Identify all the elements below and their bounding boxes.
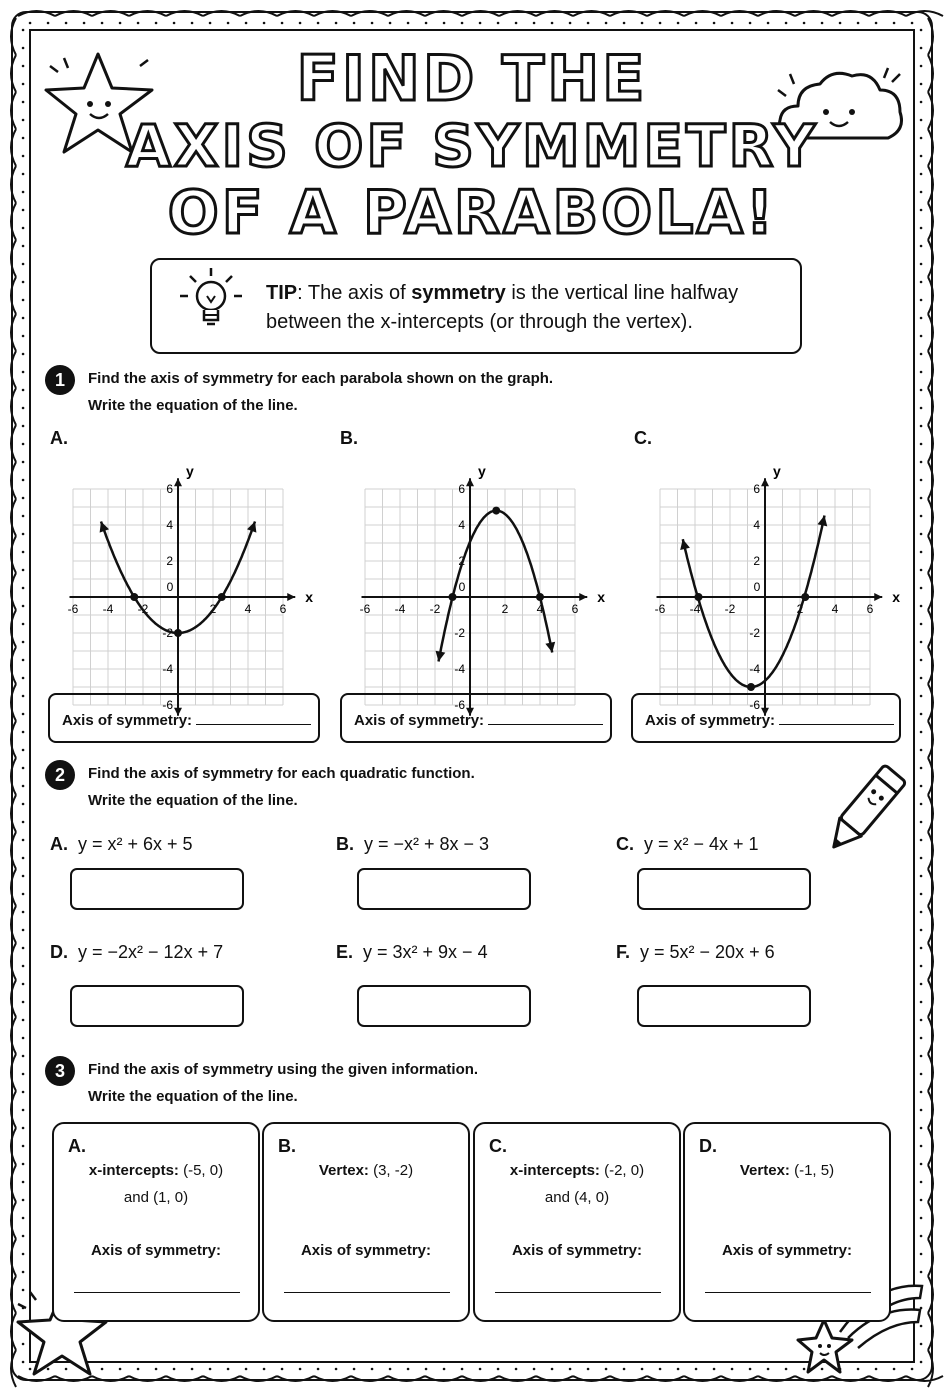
x-tick-label: 4: [244, 602, 252, 616]
y-tick-label: 4: [458, 518, 465, 532]
equation-f: F. y = 5x² − 20x + 6: [616, 942, 775, 962]
equation-e-answer-box[interactable]: [357, 985, 531, 1027]
y-axis-arrow: [761, 478, 769, 486]
card-answer-line[interactable]: [284, 1292, 450, 1293]
section-1-line-1: Find the axis of symmetry for each parabola shown on the graph.: [88, 370, 554, 387]
info-card-b: [262, 1122, 470, 1322]
equation-f-answer-box[interactable]: [637, 985, 811, 1027]
equation-d-answer-box[interactable]: [70, 985, 244, 1027]
x-tick-label: -4: [689, 602, 701, 616]
equation-d: D. y = −2x² − 12x + 7: [50, 942, 224, 962]
card-answer-label: Axis of symmetry:: [90, 1242, 222, 1259]
graph-point: [747, 683, 755, 691]
y-tick-label: -4: [162, 662, 173, 676]
x-tick-label: 4: [831, 602, 839, 616]
title-line-2: AXIS OF SYMMETRY: [125, 112, 819, 180]
x-tick-label: 2: [209, 602, 217, 616]
card-answer-line[interactable]: [495, 1292, 661, 1293]
info-card-c: [473, 1122, 681, 1322]
card-line-1: x-intercepts: (-5, 0): [88, 1162, 224, 1179]
y-tick-label: -4: [749, 662, 760, 676]
x-axis-label: x: [305, 589, 314, 605]
card-letter: A.: [68, 1136, 86, 1156]
section-3-instructions: [88, 1056, 478, 1110]
graph-c-answer-box[interactable]: [631, 693, 901, 743]
card-answer-line[interactable]: [705, 1292, 871, 1293]
equation-e: E. y = 3x² + 9x − 4: [336, 942, 488, 962]
card-answer-label: Axis of symmetry:: [511, 1242, 643, 1259]
card-answer-label: Axis of symmetry:: [300, 1242, 432, 1259]
graph-c-letter: C.: [634, 428, 652, 448]
answer-label: Axis of symmetry:: [645, 712, 776, 729]
x-tick-label: 0: [458, 580, 466, 594]
card-line-1: x-intercepts: (-2, 0): [509, 1162, 645, 1179]
section-3-line-2: Write the equation of the line.: [88, 1088, 298, 1105]
graph-a-answer-box[interactable]: [48, 693, 320, 743]
answer-line[interactable]: [488, 712, 603, 725]
equation-a: A. y = x² + 6x + 5: [50, 834, 193, 854]
card-letter: D.: [699, 1136, 717, 1156]
tip-bold-word: symmetry: [411, 282, 506, 304]
x-tick-label: 0: [753, 580, 761, 594]
graph-c: [0, 420, 944, 712]
section-3-number: 3: [45, 1056, 75, 1086]
answer-line[interactable]: [779, 712, 894, 725]
answer-label: Axis of symmetry:: [354, 712, 485, 729]
x-tick-label: 2: [501, 602, 509, 616]
x-tick-label: -2: [429, 602, 441, 616]
equation-c: C. y = x² − 4x + 1: [616, 834, 759, 854]
x-tick-label: 6: [866, 602, 874, 616]
answer-label: Axis of symmetry:: [62, 712, 193, 729]
y-axis-label: y: [478, 463, 486, 480]
x-tick-label: -6: [654, 602, 666, 616]
graph-b-answer-box[interactable]: [340, 693, 612, 743]
x-tick-label: -4: [394, 602, 406, 616]
y-axis-label: y: [186, 463, 194, 480]
x-axis-arrow: [874, 593, 882, 601]
graph-b-letter: B.: [340, 428, 358, 448]
graph-point: [801, 593, 809, 601]
info-card-a: [52, 1122, 260, 1322]
x-axis-label: x: [892, 589, 901, 605]
y-tick-label: -6: [454, 698, 465, 712]
section-2-line-2: Write the equation of the line.: [88, 792, 298, 809]
equation-b: B. y = −x² + 8x − 3: [336, 834, 490, 854]
x-tick-label: -2: [724, 602, 736, 616]
x-tick-label: -6: [67, 602, 79, 616]
y-axis-label: y: [773, 463, 781, 480]
lightbulb-icon: [176, 266, 246, 340]
pencil-icon: [818, 758, 910, 864]
info-card-d: [683, 1122, 891, 1322]
equation-c-answer-box[interactable]: [637, 868, 811, 910]
y-tick-label: -2: [162, 626, 173, 640]
y-tick-label: 6: [166, 482, 173, 496]
tip-text-before: : The axis of: [297, 282, 412, 304]
x-tick-label: -2: [137, 602, 149, 616]
y-tick-label: -2: [454, 626, 465, 640]
y-tick-label: -6: [749, 698, 760, 712]
y-tick-label: -2: [749, 626, 760, 640]
title-line-1: FIND THE: [296, 42, 648, 115]
tip-text-after: is the vertical line halfway between the x-intercepts (or through the vertex).: [266, 282, 739, 333]
card-letter: B.: [278, 1136, 296, 1156]
answer-line[interactable]: [196, 712, 311, 725]
y-tick-label: 6: [753, 482, 760, 496]
x-tick-label: 4: [536, 602, 544, 616]
card-answer-label: Axis of symmetry:: [721, 1242, 853, 1259]
x-tick-label: 2: [796, 602, 804, 616]
equation-a-answer-box[interactable]: [70, 868, 244, 910]
x-tick-label: 6: [571, 602, 579, 616]
card-line-1: Vertex: (3, -2): [318, 1162, 414, 1179]
tip-label: TIP: [266, 282, 298, 304]
section-2-line-1: Find the axis of symmetry for each quadratic function.: [88, 765, 475, 782]
x-tick-label: 0: [166, 580, 174, 594]
y-tick-label: 4: [753, 518, 760, 532]
card-line-2: and (1, 0): [123, 1189, 189, 1206]
section-3-line-1: Find the axis of symmetry using the given information.: [88, 1061, 479, 1078]
x-tick-label: -6: [359, 602, 371, 616]
y-tick-label: 2: [458, 554, 465, 568]
y-tick-label: -6: [162, 698, 173, 712]
y-tick-label: -4: [454, 662, 465, 676]
section-1-instructions: [88, 365, 553, 419]
tip-text: [266, 279, 786, 337]
x-tick-label: 6: [279, 602, 287, 616]
card-line-2: and (4, 0): [544, 1189, 610, 1206]
equation-b-answer-box[interactable]: [357, 868, 531, 910]
graph-point: [695, 593, 703, 601]
y-tick-label: 4: [166, 518, 173, 532]
y-tick-label: 2: [753, 554, 760, 568]
curve-arrowhead: [680, 539, 690, 550]
section-1-number: 1: [45, 365, 75, 395]
x-axis-label: x: [597, 589, 606, 605]
x-tick-label: -4: [102, 602, 114, 616]
y-tick-label: 6: [458, 482, 465, 496]
card-line-1: Vertex: (-1, 5): [739, 1162, 835, 1179]
y-tick-label: 2: [166, 554, 173, 568]
card-letter: C.: [489, 1136, 507, 1156]
section-2-number: 2: [45, 760, 75, 790]
section-2-instructions: [88, 760, 475, 814]
section-1-line-2: Write the equation of the line.: [88, 397, 298, 414]
card-answer-line[interactable]: [74, 1292, 240, 1293]
graph-a-letter: A.: [50, 428, 68, 448]
title-line-3: OF A PARABOLA!: [167, 178, 777, 248]
